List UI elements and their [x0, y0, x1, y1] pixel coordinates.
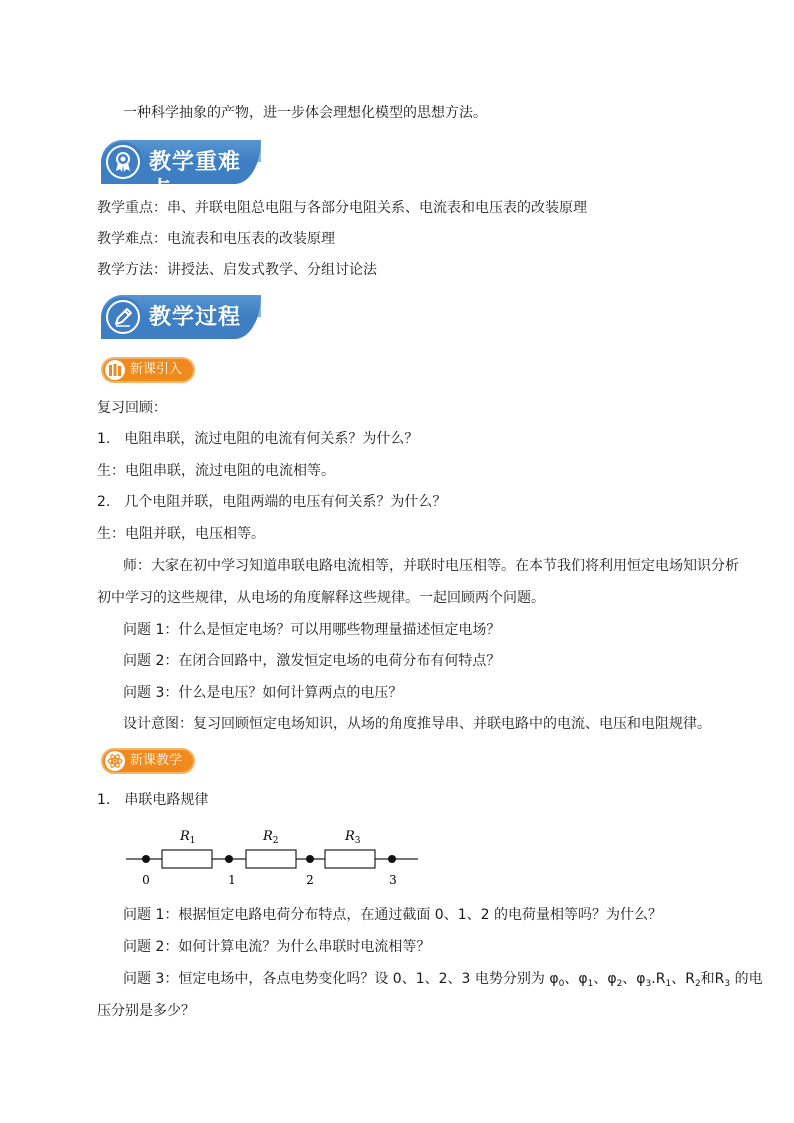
node-1 [225, 855, 233, 863]
node-label-1: 1 [228, 873, 236, 887]
key-point-method: 教学方法：讲授法、启发式教学、分组讨论法 [97, 262, 377, 278]
node-label-3: 3 [389, 873, 397, 887]
review-q1: 1. 电阻串联，流过电阻的电流有何关系？为什么？ [97, 431, 419, 447]
series-title: 1. 串联电路规律 [97, 792, 209, 808]
node-label-2: 2 [306, 873, 314, 887]
review-question-3: 问题 3：什么是电压？如何计算两点的电压？ [123, 685, 403, 701]
key-points-banner [101, 140, 261, 203]
node-0 [142, 855, 150, 863]
node-label-0: 0 [142, 873, 150, 887]
resistor-r3 [325, 850, 375, 868]
review-a1: 生：电阻串联，流过电阻的电流相等。 [97, 463, 335, 479]
tag-new-label: 新课教学 [130, 753, 183, 768]
circuit-question-3-line-1: 问题 3：恒定电场中，各点电势变化吗？设 0、1、2、3 电势分别为 $\varphi_0$、$\varphi_1$、$\varphi_2$、$\varphi_3.R_1$、$R_2$和$R_3$ 的电 [123, 971, 763, 989]
tag-intro [101, 357, 195, 383]
label-r2: $R_2$ [263, 829, 279, 846]
review-question-1: 问题 1：什么是恒定电场？可以用哪些物理量描述恒定电场？ [123, 622, 501, 638]
intro-line: 一种科学抽象的产物，进一步体会理想化模型的思想方法。 [123, 105, 487, 121]
award-ribbon-icon [113, 151, 133, 173]
circuit-question-1: 问题 1：根据恒定电路电荷分布特点，在通过截面 0、1、2 的电荷量相等吗？为什么？ [123, 907, 662, 923]
circuit-question-3-line-2: 压分别是多少？ [97, 1003, 195, 1019]
key-points-title: 教学重难点 [149, 149, 242, 203]
review-heading: 复习回顾： [97, 400, 167, 416]
label-r1: $R_1$ [180, 829, 196, 846]
tag-new [101, 748, 195, 774]
atom-icon [107, 753, 123, 769]
series-circuit-diagram [120, 818, 430, 892]
review-question-2: 问题 2：在闭合回路中，激发恒定电场的电荷分布有何特点？ [123, 653, 501, 669]
node-2 [306, 855, 314, 863]
tag-intro-label: 新课引入 [130, 362, 183, 377]
design-intent: 设计意图：复习回顾恒定电场知识，从场的角度推导串、并联电路中的电流、电压和电阻规律。 [123, 716, 711, 732]
review-a2: 生：电阻并联，电压相等。 [97, 526, 265, 542]
circuit-question-2: 问题 2：如何计算电流？为什么串联时电流相等？ [123, 939, 431, 955]
teacher-line-2: 初中学习的这些规律，从电场的角度解释这些规律。一起回顾两个问题。 [97, 590, 545, 606]
resistor-r1 [162, 850, 212, 868]
process-title: 教学过程 [149, 304, 242, 330]
books-icon [108, 363, 122, 377]
key-point-focus: 教学重点：串、并联电阻总电阻与各部分电阻关系、电流表和电压表的改装原理 [97, 200, 587, 216]
process-banner [101, 295, 261, 339]
review-q2: 2. 几个电阻并联，电阻两端的电压有何关系？为什么？ [97, 494, 447, 510]
node-3 [388, 855, 396, 863]
key-point-difficulty: 教学难点：电流表和电压表的改装原理 [97, 231, 335, 247]
resistor-r2 [246, 850, 296, 868]
teacher-line-1: 师：大家在初中学习知道串联电路电流相等，并联时电压相等。在本节我们将利用恒定电场知识分析 [123, 558, 739, 574]
label-r3: $R_3$ [345, 829, 361, 846]
pencil-icon [113, 307, 133, 327]
